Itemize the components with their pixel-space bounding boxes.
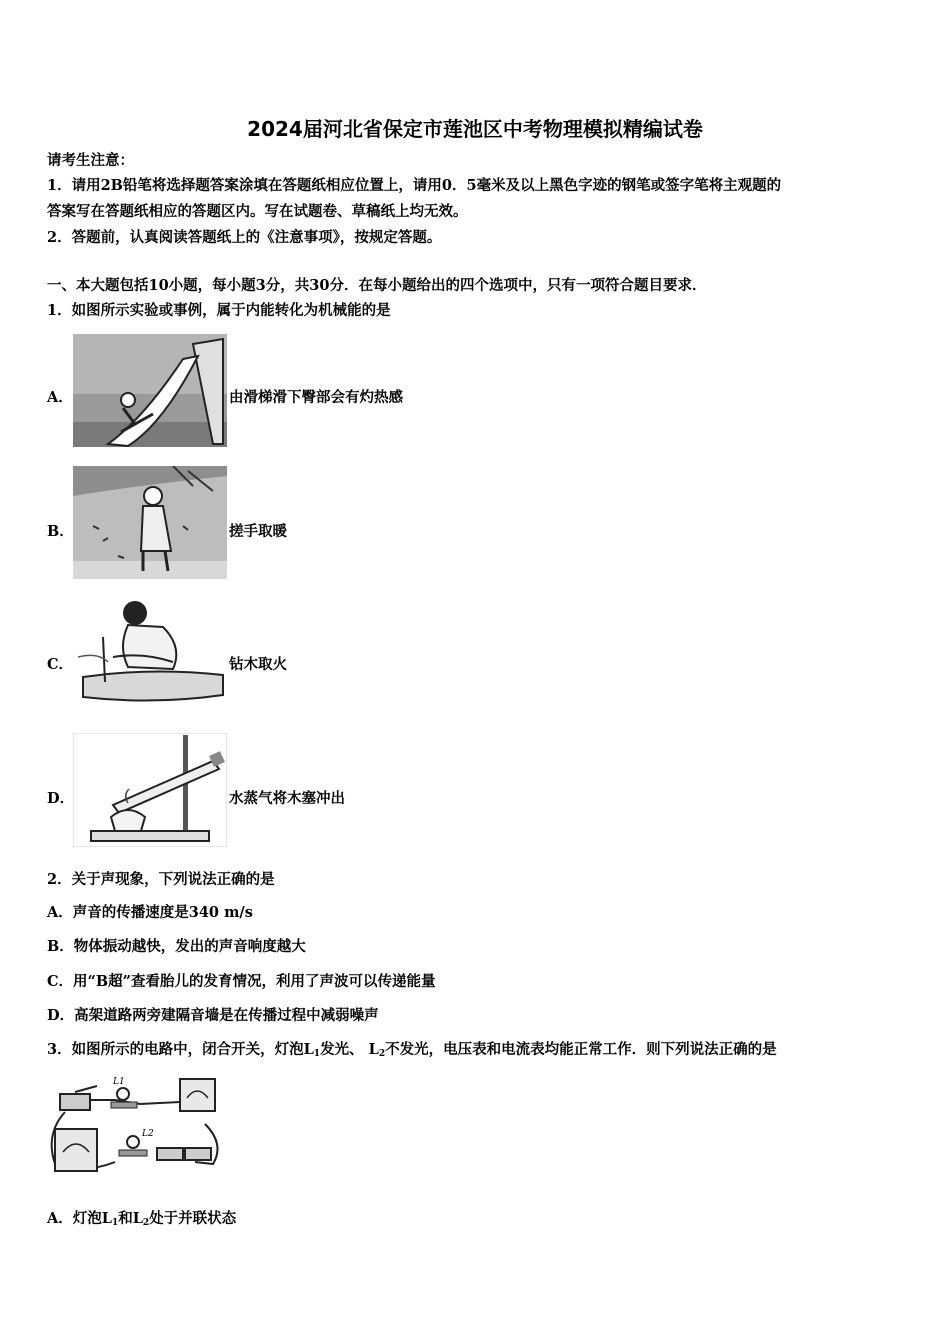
circuit-diagram [45,1074,230,1180]
drill-wood-icon [73,597,227,713]
q2-option-b: B．物体振动越快，发出的声音响度越大 [47,938,306,955]
notice-item-1-cont: 答案写在答题纸相应的答题区内。写在试题卷、草稿纸上均无效。 [47,203,468,220]
l1-label: L1 [113,1077,125,1087]
q1-option-b-text: 搓手取暖 [229,523,287,540]
q1-option-c-letter: C． [47,656,74,673]
question-2-stem: 2．关于声现象，下列说法正确的是 [47,871,275,888]
rub-hands-icon [73,466,227,579]
q3-option-a: A．灯泡$L_1$和$L_2$处于并联状态 [47,1210,237,1228]
page-title: 2024届河北省保定市莲池区中考物理模拟精编试卷 [247,117,703,141]
q1-option-a-letter: A． [47,389,73,406]
steam-cork-icon [73,733,227,847]
slide-icon [73,334,227,447]
l2-label: L2 [142,1129,154,1139]
q1-option-c-text: 钻木取火 [229,656,287,673]
q1-option-d-letter: D． [47,790,75,807]
question-3-stem: 3．如图所示的电路中，闭合开关，灯泡$L_1$发光、 $L_2$不发光，电压表和电流表均能正常工作．则下列说法正确的是 [47,1041,777,1059]
q1-option-b-letter: B． [47,523,74,540]
notice-item-1: 1．请用2B铅笔将选择题答案涂填在答题纸相应位置上，请用0．5毫米及以上黑色字迹的钢笔或签字笔将主观题的 [47,177,782,194]
q2-option-d: D．高架道路两旁建隔音墙是在传播过程中减弱噪声 [47,1007,379,1024]
notice-heading: 请考生注意： [47,152,134,169]
question-1-stem: 1．如图所示实验或事例，属于内能转化为机械能的是 [47,302,391,319]
section-heading: 一、本大题包括10小题，每小题3分，共30分．在每小题给出的四个选项中，只有一项符合题目要求． [47,277,707,294]
q1-option-a-text: 由滑梯滑下臀部会有灼热感 [229,389,403,406]
q2-option-a: A．声音的传播速度是340 m/s [47,904,253,921]
q1-option-d-text: 水蒸气将木塞冲出 [229,790,345,807]
q2-option-c: C．用“B超”查看胎儿的发育情况，利用了声波可以传递能量 [47,973,436,990]
notice-item-2: 2．答题前，认真阅读答题纸上的《注意事项》，按规定答题。 [47,229,442,246]
